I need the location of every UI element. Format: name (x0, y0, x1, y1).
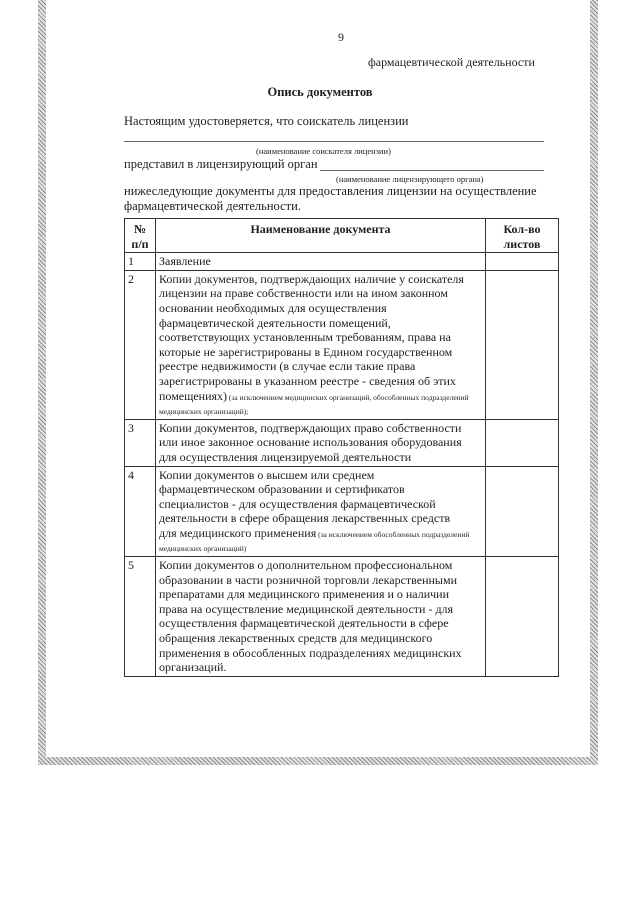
document-name-line: для осуществления лицензируемой деятельности (159, 449, 412, 464)
page-number: 9 (338, 30, 344, 44)
certify-text: Настоящим удостоверяется, что соискатель лицензии (124, 114, 409, 128)
row-sheet-count (486, 270, 559, 419)
row-sheet-count (486, 466, 559, 557)
row-document-name (156, 253, 486, 271)
row-sheet-count (486, 419, 559, 466)
authority-caption: (наименование лицензирующего органа) (336, 174, 484, 184)
document-name-line: Копии документов о высшем или среднем (159, 467, 375, 482)
table-row (125, 557, 559, 677)
document-name-line: Копии документов о дополнительном профессиональном (159, 558, 453, 573)
document-name-line: организаций. (159, 660, 227, 675)
row-number: 2 (125, 270, 156, 419)
document-name-line: фармацевтическом образовании и сертификатов (159, 482, 405, 497)
document-name-line: помещениях) (за исключением медицинских организаций, обособленных подразделений медицинских организаций); (159, 388, 469, 417)
row-document-name (156, 270, 486, 419)
document-name-line: применения в обособленных подразделениях медицинских (159, 645, 462, 660)
header-sheet-count: Кол-во листов (486, 219, 559, 253)
document-name-line: права на осуществление медицинской деятельности - для (159, 601, 454, 616)
document-name-line: соответствующих установленным требованиям, права на (159, 330, 451, 345)
document-name-line: зарегистрированы в указанном реестре - сведения об этих (159, 373, 456, 388)
document-name-line: которые не зарегистрированы в Едином государственном (159, 344, 453, 359)
applicant-caption: (наименование соискателя лицензии) (256, 146, 391, 156)
document-name-line: основании необходимых для осуществления (159, 300, 387, 315)
authority-blank-line (320, 170, 544, 171)
document-name-line: Копии документов, подтверждающих право собственности (159, 420, 462, 435)
following-text-2: фармацевтической деятельности. (124, 199, 301, 213)
document-name-note: (за исключением обособленных подразделений медицинских организаций) (159, 529, 470, 554)
document-name-line: или иное законное основание использования оборудования (159, 435, 462, 450)
document-name-line: Копии документов, подтверждающих наличие у соискателя (159, 271, 464, 286)
document-name-line: реестре недвижимости (в случае если такие права (159, 359, 416, 374)
table-header-row (125, 219, 559, 253)
submitted-text: представил в лицензирующий орган (124, 157, 318, 171)
row-document-name (156, 466, 486, 557)
row-number: 3 (125, 419, 156, 466)
table-body (125, 253, 559, 677)
document-name-line: лицензии на праве собственности или на ином законном (159, 286, 448, 301)
header-continuation: фармацевтической деятельности (368, 55, 535, 69)
document-name-note: (за исключением медицинских организаций, обособленных подразделений медицинских организаций); (159, 392, 469, 417)
header-number: № п/п (125, 219, 156, 253)
table-row (125, 270, 559, 419)
document-name-line: препаратами для медицинского применения и о наличии (159, 587, 450, 602)
table-row (125, 253, 559, 271)
table-row (125, 466, 559, 557)
documents-table (124, 218, 559, 677)
document-name-line: образовании в части розничной торговли лекарственными (159, 572, 458, 587)
following-text-1: нижеследующие документы для предоставления лицензии на осуществление (124, 184, 537, 198)
row-number: 1 (125, 253, 156, 271)
document-name-line: для медицинского применения (за исключением обособленных подразделений медицинских организаций) (159, 525, 470, 554)
applicant-blank-line (124, 141, 544, 142)
row-sheet-count (486, 253, 559, 271)
row-number: 5 (125, 557, 156, 677)
row-sheet-count (486, 557, 559, 677)
header-document-name: Наименование документа (156, 219, 486, 253)
document-name-line: специалистов - для осуществления фармацевтической (159, 496, 436, 511)
document-name-line: обращения лекарственных средств для медицинского (159, 631, 433, 646)
document-title: Опись документов (267, 85, 373, 99)
table-row (125, 419, 559, 466)
document-name-line: деятельности в сфере обращения лекарственных средств (159, 511, 451, 526)
row-document-name (156, 557, 486, 677)
row-document-name (156, 419, 486, 466)
document-name-line: осуществления фармацевтической деятельности в сфере (159, 616, 449, 631)
document-name-line: Заявление (159, 254, 211, 269)
row-number: 4 (125, 466, 156, 557)
document-name-line: фармацевтической деятельности помещений, (159, 315, 391, 330)
